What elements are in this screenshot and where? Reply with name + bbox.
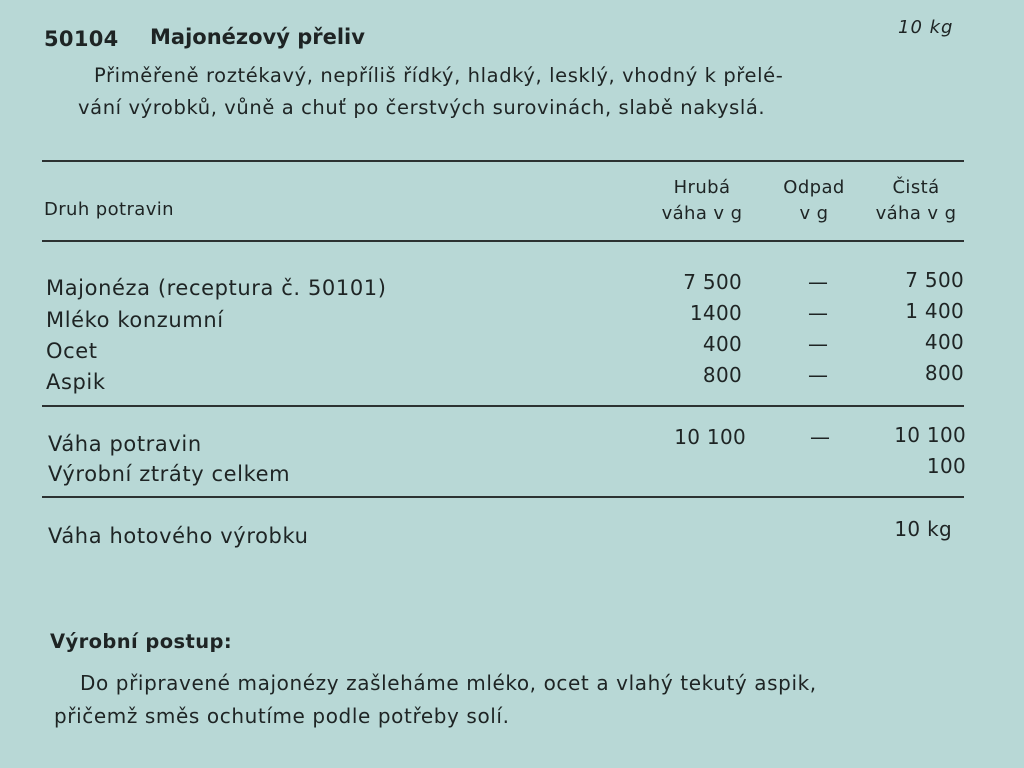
row-gross-value: 400 bbox=[702, 332, 742, 356]
recipe-yield: 10 kg bbox=[898, 17, 954, 38]
production-loss-label: Výrobní ztráty celkem bbox=[48, 462, 291, 486]
procedure-line: Do připravené majonézy zašleháme mléko, ocet a vlahý tekutý aspik, bbox=[80, 671, 817, 695]
header-gross-weight: Hrubá váha v g bbox=[661, 177, 743, 224]
total-gross-value: 10 100 bbox=[674, 425, 746, 449]
row-net-value: 1 400 bbox=[905, 299, 964, 323]
row-net-value: 7 500 bbox=[905, 268, 964, 292]
row-ingredient-name: Aspik bbox=[46, 370, 106, 394]
final-product-weight-value: 10 kg bbox=[894, 517, 952, 541]
procedure-heading: Výrobní postup: bbox=[50, 630, 233, 653]
row-waste-value: — bbox=[808, 363, 828, 387]
total-weight-label: Váha potravin bbox=[48, 432, 202, 456]
row-net-value: 400 bbox=[924, 330, 964, 354]
header-waste: Odpad v g bbox=[783, 177, 845, 224]
row-waste-value: — bbox=[808, 332, 828, 356]
total-net-value: 10 100 bbox=[894, 423, 966, 447]
description-line: vání výrobků, vůně a chuť po čerstvých surovinách, slabě nakyslá. bbox=[78, 96, 766, 119]
row-ingredient-name: Mléko konzumní bbox=[46, 308, 224, 332]
total-waste-value: — bbox=[810, 425, 830, 449]
row-waste-value: — bbox=[808, 301, 828, 325]
row-waste-value: — bbox=[808, 270, 828, 294]
row-ingredient-name: Ocet bbox=[46, 339, 98, 363]
row-gross-value: 7 500 bbox=[683, 270, 742, 294]
row-ingredient-name: Majonéza (receptura č. 50101) bbox=[46, 276, 387, 300]
recipe-code: 50104 bbox=[44, 27, 119, 51]
row-gross-value: 1400 bbox=[689, 301, 742, 325]
production-loss-value: 100 bbox=[926, 454, 966, 478]
header-net-weight: Čistá váha v g bbox=[875, 177, 957, 224]
header-bottom-rule bbox=[42, 240, 964, 242]
header-ingredient: Druh potravin bbox=[44, 199, 174, 220]
recipe-title: Majonézový přeliv bbox=[150, 25, 365, 49]
procedure-line: přičemž směs ochutíme podle potřeby solí. bbox=[54, 704, 510, 728]
row-net-value: 800 bbox=[924, 361, 964, 385]
description-line: Přiměřeně roztékavý, nepříliš řídký, hladký, lesklý, vhodný k přelé- bbox=[94, 64, 784, 87]
row-gross-value: 800 bbox=[702, 363, 742, 387]
final-rule bbox=[42, 496, 964, 498]
final-product-weight-label: Váha hotového výrobku bbox=[48, 524, 309, 548]
subtotal-rule bbox=[42, 405, 964, 407]
table-top-rule bbox=[42, 160, 964, 162]
